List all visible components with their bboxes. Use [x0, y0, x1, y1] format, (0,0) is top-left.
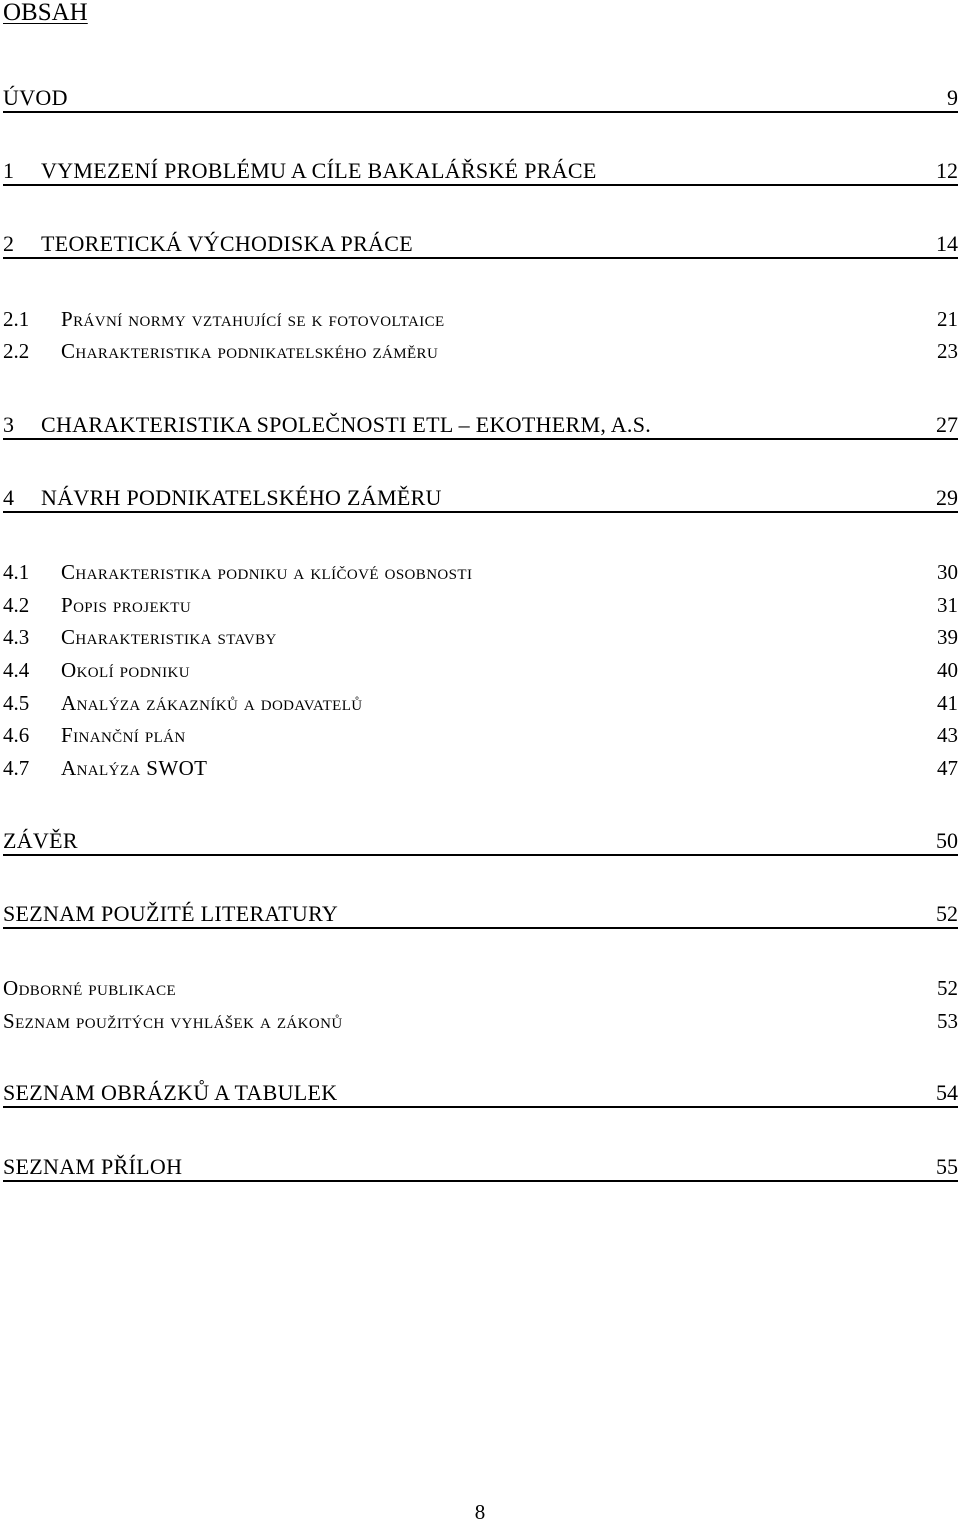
toc-entry-number: 2.2 — [3, 339, 30, 363]
toc-entry-number: 4.7 — [3, 756, 30, 780]
toc-entry-page: 52 — [936, 901, 958, 926]
toc-entry-page: 30 — [937, 560, 958, 584]
toc-entry-page: 43 — [937, 723, 958, 747]
toc-entry-label: Charakteristika podnikatelského záměru — [61, 339, 439, 363]
page-number: 8 — [474, 1500, 486, 1524]
toc-entry-section-2-2[interactable] — [3, 338, 958, 364]
toc-entry-label: Finanční plán — [61, 723, 186, 747]
toc-entry-page: 31 — [937, 593, 958, 617]
toc-entry-page: 54 — [936, 1080, 958, 1105]
toc-entry-section-4-5[interactable] — [3, 690, 958, 716]
toc-entry-label: ZÁVĚR — [3, 828, 78, 853]
toc-entry-label: Odborné publikace — [3, 976, 177, 1000]
toc-entry-section-4-3[interactable] — [3, 624, 958, 650]
toc-entry-number: 4.4 — [3, 658, 30, 682]
toc-entry-label: SEZNAM OBRÁZKŮ A TABULEK — [3, 1080, 338, 1105]
toc-entry-page: 53 — [937, 1009, 958, 1033]
toc-entry-vyhlasky-zakony[interactable] — [3, 1008, 958, 1034]
toc-entry-number: 4.1 — [3, 560, 30, 584]
toc-entry-number: 4.5 — [3, 691, 30, 715]
toc-entry-label: Právní normy vztahující se k fotovoltaice — [61, 307, 445, 331]
toc-entry-chapter-3[interactable] — [3, 413, 958, 440]
toc-entry-section-4-6[interactable] — [3, 722, 958, 748]
toc-entry-chapter-1[interactable] — [3, 159, 958, 186]
toc-entry-label: Charakteristika podniku a klíčové osobnosti — [61, 560, 473, 584]
toc-entry-page: 50 — [936, 828, 958, 853]
toc-entry-page: 47 — [937, 756, 958, 780]
toc-entry-label: VYMEZENÍ PROBLÉMU A CÍLE BAKALÁŘSKÉ PRÁCE — [41, 158, 597, 183]
toc-entry-label: Okolí podniku — [61, 658, 190, 682]
toc-entry-number: 2 — [3, 231, 14, 256]
toc-entry-number: 4 — [3, 485, 14, 510]
toc-entry-page: 27 — [936, 412, 958, 437]
toc-entry-literatura[interactable] — [3, 902, 958, 929]
toc-entry-label: Analýza zákazníků a dodavatelů — [61, 691, 363, 715]
toc-entry-number: 3 — [3, 412, 14, 437]
toc-entry-section-4-2[interactable] — [3, 592, 958, 618]
toc-entry-number: 1 — [3, 158, 14, 183]
toc-entry-label: Charakteristika stavby — [61, 625, 277, 649]
toc-entry-chapter-2[interactable] — [3, 232, 958, 259]
toc-entry-odborne-publikace[interactable] — [3, 975, 958, 1001]
toc-entry-label: SEZNAM POUŽITÉ LITERATURY — [3, 901, 339, 926]
toc-entry-label: Seznam použitých vyhlášek a zákonů — [3, 1009, 343, 1033]
toc-entry-page: 41 — [937, 691, 958, 715]
toc-entry-page: 12 — [936, 158, 958, 183]
toc-entry-label: ÚVOD — [3, 85, 68, 110]
toc-heading[interactable]: OBSAH — [3, 0, 88, 26]
toc-entry-page: 52 — [937, 976, 958, 1000]
toc-entry-page: 40 — [937, 658, 958, 682]
toc-entry-number: 4.6 — [3, 723, 30, 747]
toc-entry-chapter-4[interactable] — [3, 486, 958, 513]
toc-entry-label: NÁVRH PODNIKATELSKÉHO ZÁMĚRU — [41, 485, 442, 510]
toc-entry-label: TEORETICKÁ VÝCHODISKA PRÁCE — [41, 231, 413, 256]
toc-entry-section-4-1[interactable] — [3, 559, 958, 585]
toc-entry-zaver[interactable] — [3, 829, 958, 856]
toc-entry-label: SEZNAM PŘÍLOH — [3, 1154, 183, 1179]
toc-entry-page: 55 — [936, 1154, 958, 1179]
toc-entry-number: 4.2 — [3, 593, 30, 617]
toc-entry-uvod[interactable] — [3, 86, 958, 113]
toc-entry-obrazky-tabulky[interactable] — [3, 1081, 958, 1108]
toc-entry-page: 23 — [937, 339, 958, 363]
toc-entry-label: Analýza SWOT — [61, 756, 208, 780]
toc-entry-section-2-1[interactable] — [3, 306, 958, 332]
toc-entry-label: CHARAKTERISTIKA SPOLEČNOSTI ETL – EKOTHERM, A.S. — [41, 412, 652, 437]
toc-entry-section-4-4[interactable] — [3, 657, 958, 683]
toc-entry-prilohy[interactable] — [3, 1155, 958, 1182]
toc-entry-page: 9 — [947, 85, 958, 110]
toc-entry-page: 29 — [936, 485, 958, 510]
toc-entry-page: 21 — [937, 307, 958, 331]
toc-entry-section-4-7[interactable] — [3, 755, 958, 781]
toc-entry-page: 39 — [937, 625, 958, 649]
toc-entry-number: 2.1 — [3, 307, 30, 331]
toc-entry-label: Popis projektu — [61, 593, 192, 617]
toc-entry-page: 14 — [936, 231, 958, 256]
toc-entry-number: 4.3 — [3, 625, 30, 649]
